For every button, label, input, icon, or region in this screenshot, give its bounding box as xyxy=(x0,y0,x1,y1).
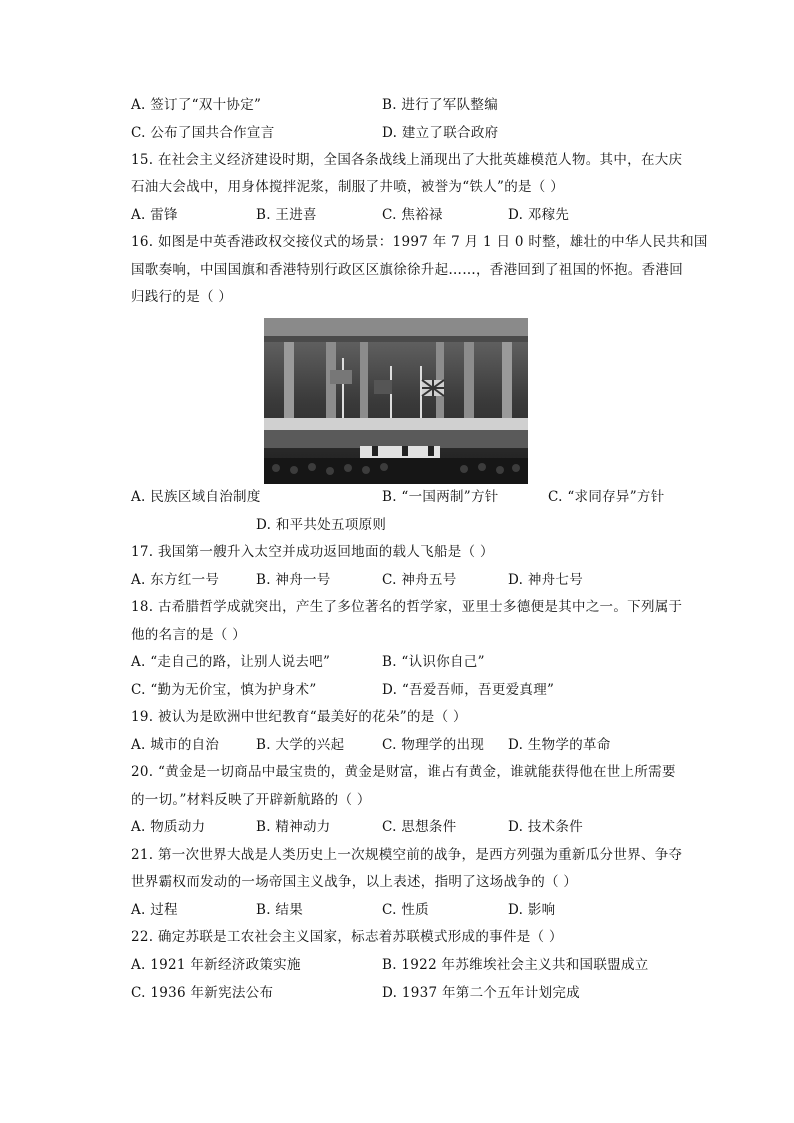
q17-option-c: C. 神舟五号 xyxy=(382,572,457,588)
q21-option-b: B. 结果 xyxy=(256,902,304,918)
q21-option-a: A. 过程 xyxy=(131,902,178,918)
q18-stem-line1: 18. 古希腊哲学成就突出，产生了多位著名的哲学家，亚里士多德便是其中之一。下列属于 xyxy=(131,599,683,615)
q17-option-a: A. 东方红一号 xyxy=(131,572,220,588)
q16-option-b: B. “一国两制”方针 xyxy=(382,489,499,505)
q16-option-a: A. 民族区域自治制度 xyxy=(131,489,261,505)
q20-option-c: C. 思想条件 xyxy=(382,819,457,835)
q22-option-a: A. 1921 年新经济政策实施 xyxy=(131,957,301,973)
q16-stem-line1: 16. 如图是中英香港政权交接仪式的场景：1997 年 7 月 1 日 0 时整，雄壮的中华人民共和国 xyxy=(131,234,708,250)
q18-option-a: A. “走自己的路，让别人说去吧” xyxy=(131,654,331,670)
q14-option-d: D. 建立了联合政府 xyxy=(382,125,499,141)
q20-option-a: A. 物质动力 xyxy=(131,819,206,835)
handover-ceremony-photo xyxy=(264,318,528,484)
q19-option-a: A. 城市的自治 xyxy=(131,737,220,753)
q16-option-c: C. “求同存异”方针 xyxy=(548,489,665,505)
q22-option-b: B. 1922 年苏维埃社会主义共和国联盟成立 xyxy=(382,957,649,973)
q19-option-b: B. 大学的兴起 xyxy=(256,737,345,753)
q14-option-b: B. 进行了军队整编 xyxy=(382,97,499,113)
q20-option-d: D. 技术条件 xyxy=(508,819,584,835)
q19-option-c: C. 物理学的出现 xyxy=(382,737,485,753)
q22-option-c: C. 1936 年新宪法公布 xyxy=(131,985,274,1001)
q16-stem-line2: 国歌奏响，中国国旗和香港特别行政区区旗徐徐升起……，香港回到了祖国的怀抱。香港回 xyxy=(131,262,683,278)
q21-option-c: C. 性质 xyxy=(382,902,429,918)
q18-option-c: C. “勤为无价宝，慎为护身术” xyxy=(131,682,317,698)
q22-option-d: D. 1937 年第二个五年计划完成 xyxy=(382,985,580,1001)
q16-option-d: D. 和平共处五项原则 xyxy=(256,517,387,533)
q22-stem: 22. 确定苏联是工农社会主义国家，标志着苏联模式形成的事件是（ ） xyxy=(131,929,563,945)
q17-stem: 17. 我国第一艘升入太空并成功返回地面的载人飞船是（ ） xyxy=(131,544,494,560)
q15-option-d: D. 邓稼先 xyxy=(508,207,570,223)
q15-stem-line1: 15. 在社会主义经济建设时期，全国各条战线上涌现出了大批英雄模范人物。其中，在大庆 xyxy=(131,152,683,168)
q14-option-c: C. 公布了国共合作宣言 xyxy=(131,125,275,141)
q14-option-a: A. 签订了“双十协定” xyxy=(131,97,262,113)
q21-stem-line2: 世界霸权而发动的一场帝国主义战争，以上表述，指明了这场战争的（ ） xyxy=(131,874,578,890)
q20-stem-line1: 20. “黄金是一切商品中最宝贵的，黄金是财富，谁占有黄金，谁就能获得他在世上所需要 xyxy=(131,764,676,780)
q21-option-d: D. 影响 xyxy=(508,902,556,918)
q19-option-d: D. 生物学的革命 xyxy=(508,737,611,753)
q16-stem-line3: 归践行的是（ ） xyxy=(131,289,233,305)
q15-stem-line2: 石油大会战中，用身体搅拌泥浆，制服了井喷，被誉为“铁人”的是（ ） xyxy=(131,179,564,195)
q15-option-a: A. 雷锋 xyxy=(131,207,178,223)
q20-stem-line2: 的一切。”材料反映了开辟新航路的（ ） xyxy=(131,792,371,808)
q17-option-d: D. 神舟七号 xyxy=(508,572,584,588)
q18-option-d: D. “吾爱吾师，吾更爱真理” xyxy=(382,682,555,698)
q20-option-b: B. 精神动力 xyxy=(256,819,331,835)
q18-stem-line2: 他的名言的是（ ） xyxy=(131,627,246,643)
q17-option-b: B. 神舟一号 xyxy=(256,572,331,588)
q15-option-c: C. 焦裕禄 xyxy=(382,207,443,223)
q18-option-b: B. “认识你自己” xyxy=(382,654,485,670)
q19-stem: 19. 被认为是欧洲中世纪教育“最美好的花朵”的是（ ） xyxy=(131,709,467,725)
q15-option-b: B. 王进喜 xyxy=(256,207,317,223)
q21-stem-line1: 21. 第一次世界大战是人类历史上一次规模空前的战争，是西方列强为重新瓜分世界、争夺 xyxy=(131,847,683,863)
